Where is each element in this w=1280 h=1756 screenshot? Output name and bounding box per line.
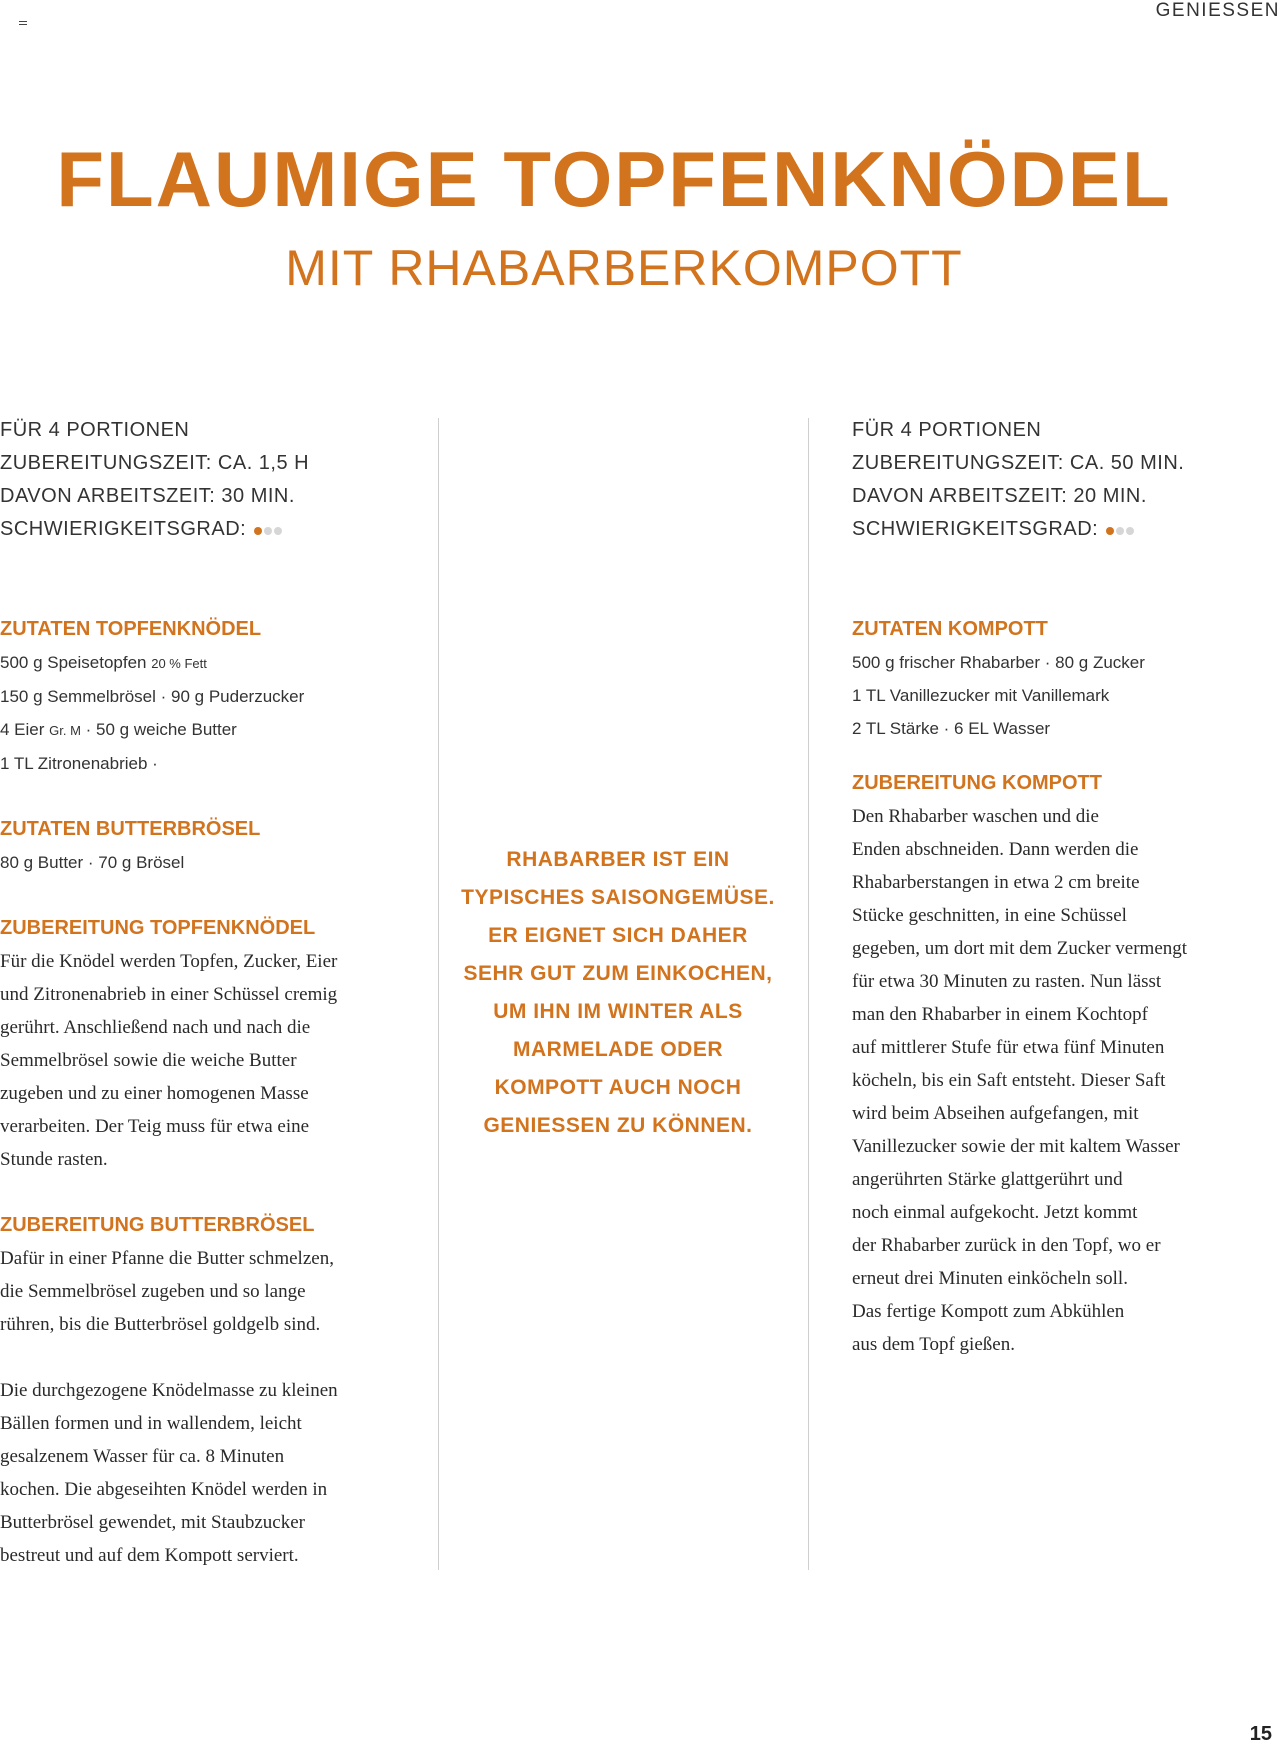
text-line: kochen. Die abgeseihten Knödel werden in — [0, 1479, 328, 1501]
prose-zubereitung-knoedel — [0, 945, 420, 1176]
section-label: GENIESSEN — [1155, 0, 1280, 21]
heading-zubereitung-kompott: ZUBEREITUNG KOMPOTT — [852, 772, 1102, 795]
text-line: SEHR GUT ZUM EINKOCHEN, — [463, 962, 773, 985]
text-line: die Semmelbrösel zugeben und so lange — [0, 1281, 306, 1303]
column-divider-right — [808, 418, 809, 1570]
difficulty-row — [0, 513, 420, 546]
text-line: zugeben und zu einer homogenen Masse — [0, 1083, 309, 1105]
difficulty-rating — [254, 513, 284, 546]
text-line: Den Rhabarber waschen und die — [852, 806, 1099, 828]
difficulty-dot-empty — [274, 527, 282, 535]
text-line: TYPISCHES SAISONGEMÜSE. — [461, 886, 775, 909]
text-line: Semmelbrösel sowie die weiche Butter — [0, 1050, 297, 1072]
text-line: wird beim Abseihen aufgefangen, mit — [852, 1103, 1139, 1125]
text-line: KOMPOTT AUCH NOCH — [494, 1076, 742, 1099]
page-title: FLAUMIGE TOPFENKNÖDEL — [56, 135, 1172, 223]
pull-quote — [458, 841, 778, 1145]
text-line: Stunde rasten. — [0, 1149, 108, 1171]
text-line: köcheln, bis ein Saft entsteht. Dieser Saft — [852, 1070, 1166, 1092]
text-line: ER EIGNET SICH DAHER — [488, 924, 748, 947]
text-line: Rhabarberstangen in etwa 2 cm breite — [852, 872, 1140, 894]
text-line: gegeben, um dort mit dem Zucker vermengt — [852, 938, 1188, 960]
text-line: auf mittlerer Stufe für etwa fünf Minuten — [852, 1037, 1165, 1059]
text-line: Enden abschneiden. Dann werden die — [852, 839, 1139, 861]
menu-icon[interactable] — [19, 21, 27, 27]
text-line: verarbeiten. Der Teig muss für etwa eine — [0, 1116, 310, 1138]
text-line: rühren, bis die Butterbrösel goldgelb sind. — [0, 1314, 321, 1336]
right-column — [852, 414, 1272, 1361]
left-column — [0, 414, 420, 1572]
prose-final — [0, 1374, 420, 1572]
text-line: Dafür in einer Pfanne die Butter schmelzen, — [0, 1248, 334, 1270]
text-line: GENIESSEN ZU KÖNNEN. — [483, 1114, 753, 1137]
heading-zutaten-knoedel: ZUTATEN TOPFENKNÖDEL — [0, 618, 262, 641]
text-line: MARMELADE ODER — [513, 1038, 723, 1061]
text-line: Butterbrösel gewendet, mit Staubzucker — [0, 1512, 305, 1534]
portions: FÜR 4 PORTIONEN — [0, 419, 190, 441]
prose-zubereitung-kompott — [852, 800, 1272, 1361]
text-line: aus dem Topf gießen. — [852, 1334, 1015, 1356]
difficulty-row — [852, 513, 1272, 546]
ingredient-line: 4 Eier Gr. M · 50 g weiche Butter — [0, 720, 237, 740]
text-line: bestreut und auf dem Kompott serviert. — [0, 1545, 299, 1567]
work-time: DAVON ARBEITSZEIT: 20 MIN. — [852, 485, 1147, 507]
prose-zubereitung-butterbroesel — [0, 1242, 420, 1341]
difficulty-dot-empty — [264, 527, 272, 535]
difficulty-dot-filled — [254, 527, 262, 535]
text-line: RHABARBER IST EIN — [506, 848, 730, 871]
text-line: 1 TL Vanillezucker mit Vanillemark — [852, 686, 1110, 706]
ingredient-line: 80 g Butter · 70 g Brösel — [0, 853, 185, 873]
heading-zubereitung-butterbroesel: ZUBEREITUNG BUTTERBRÖSEL — [0, 1214, 315, 1237]
text-line: angerührten Stärke glattgerührt und — [852, 1169, 1123, 1191]
column-divider-left — [438, 418, 439, 1570]
text-line: gesalzenem Wasser für ca. 8 Minuten — [0, 1446, 285, 1468]
text-line: für etwa 30 Minuten zu rasten. Nun lässt — [852, 971, 1162, 993]
heading-zutaten-butterbroesel: ZUTATEN BUTTERBRÖSEL — [0, 818, 261, 841]
text-line: Stücke geschnitten, in eine Schüssel — [852, 905, 1127, 927]
prep-time: ZUBEREITUNGSZEIT: CA. 50 MIN. — [852, 452, 1185, 474]
ingredient-line: 150 g Semmelbrösel · 90 g Puderzucker — [0, 687, 305, 707]
difficulty-label: SCHWIERIGKEITSGRAD: — [852, 518, 1099, 540]
difficulty-label: SCHWIERIGKEITSGRAD: — [0, 518, 247, 540]
page-number: 15 — [1249, 1723, 1272, 1745]
ingredients-kompott — [852, 646, 1272, 745]
text-line: Vanillezucker sowie der mit kaltem Wasser — [852, 1136, 1180, 1158]
text-line: 2 TL Stärke · 6 EL Wasser — [852, 719, 1051, 739]
text-line: der Rhabarber zurück in den Topf, wo er — [852, 1235, 1161, 1257]
difficulty-dot-empty — [1126, 527, 1134, 535]
heading-zutaten-kompott: ZUTATEN KOMPOTT — [852, 618, 1048, 641]
ingredient-line: 500 g Speisetopfen 20 % Fett — [0, 653, 207, 673]
ingredient-line: 1 TL Zitronenabrieb · — [0, 754, 158, 774]
page-subtitle: MIT RHABARBERKOMPOTT — [285, 240, 963, 296]
difficulty-dot-filled — [1106, 527, 1114, 535]
recipe-meta-knoedel — [0, 414, 420, 546]
text-line: Das fertige Kompott zum Abkühlen — [852, 1301, 1125, 1323]
text-line: gerührt. Anschließend nach und nach die — [0, 1017, 311, 1039]
recipe-meta-kompott — [852, 414, 1272, 546]
text-line: UM IHN IM WINTER ALS — [493, 1000, 743, 1023]
text-line: und Zitronenabrieb in einer Schüssel cremig — [0, 984, 338, 1006]
text-line: erneut drei Minuten einköcheln soll. — [852, 1268, 1128, 1290]
text-line: noch einmal aufgekocht. Jetzt kommt — [852, 1202, 1138, 1224]
prep-time: ZUBEREITUNGSZEIT: CA. 1,5 H — [0, 452, 310, 474]
difficulty-dot-empty — [1116, 527, 1124, 535]
portions: FÜR 4 PORTIONEN — [852, 419, 1042, 441]
difficulty-rating — [1106, 513, 1136, 546]
text-line: man den Rhabarber in einem Kochtopf — [852, 1004, 1148, 1026]
text-line: Für die Knödel werden Topfen, Zucker, Eier — [0, 951, 338, 973]
text-line: Bällen formen und in wallendem, leicht — [0, 1413, 302, 1435]
work-time: DAVON ARBEITSZEIT: 30 MIN. — [0, 485, 295, 507]
heading-zubereitung-knoedel: ZUBEREITUNG TOPFENKNÖDEL — [0, 917, 316, 940]
text-line: Die durchgezogene Knödelmasse zu kleinen — [0, 1380, 338, 1402]
text-line: 500 g frischer Rhabarber · 80 g Zucker — [852, 653, 1145, 673]
